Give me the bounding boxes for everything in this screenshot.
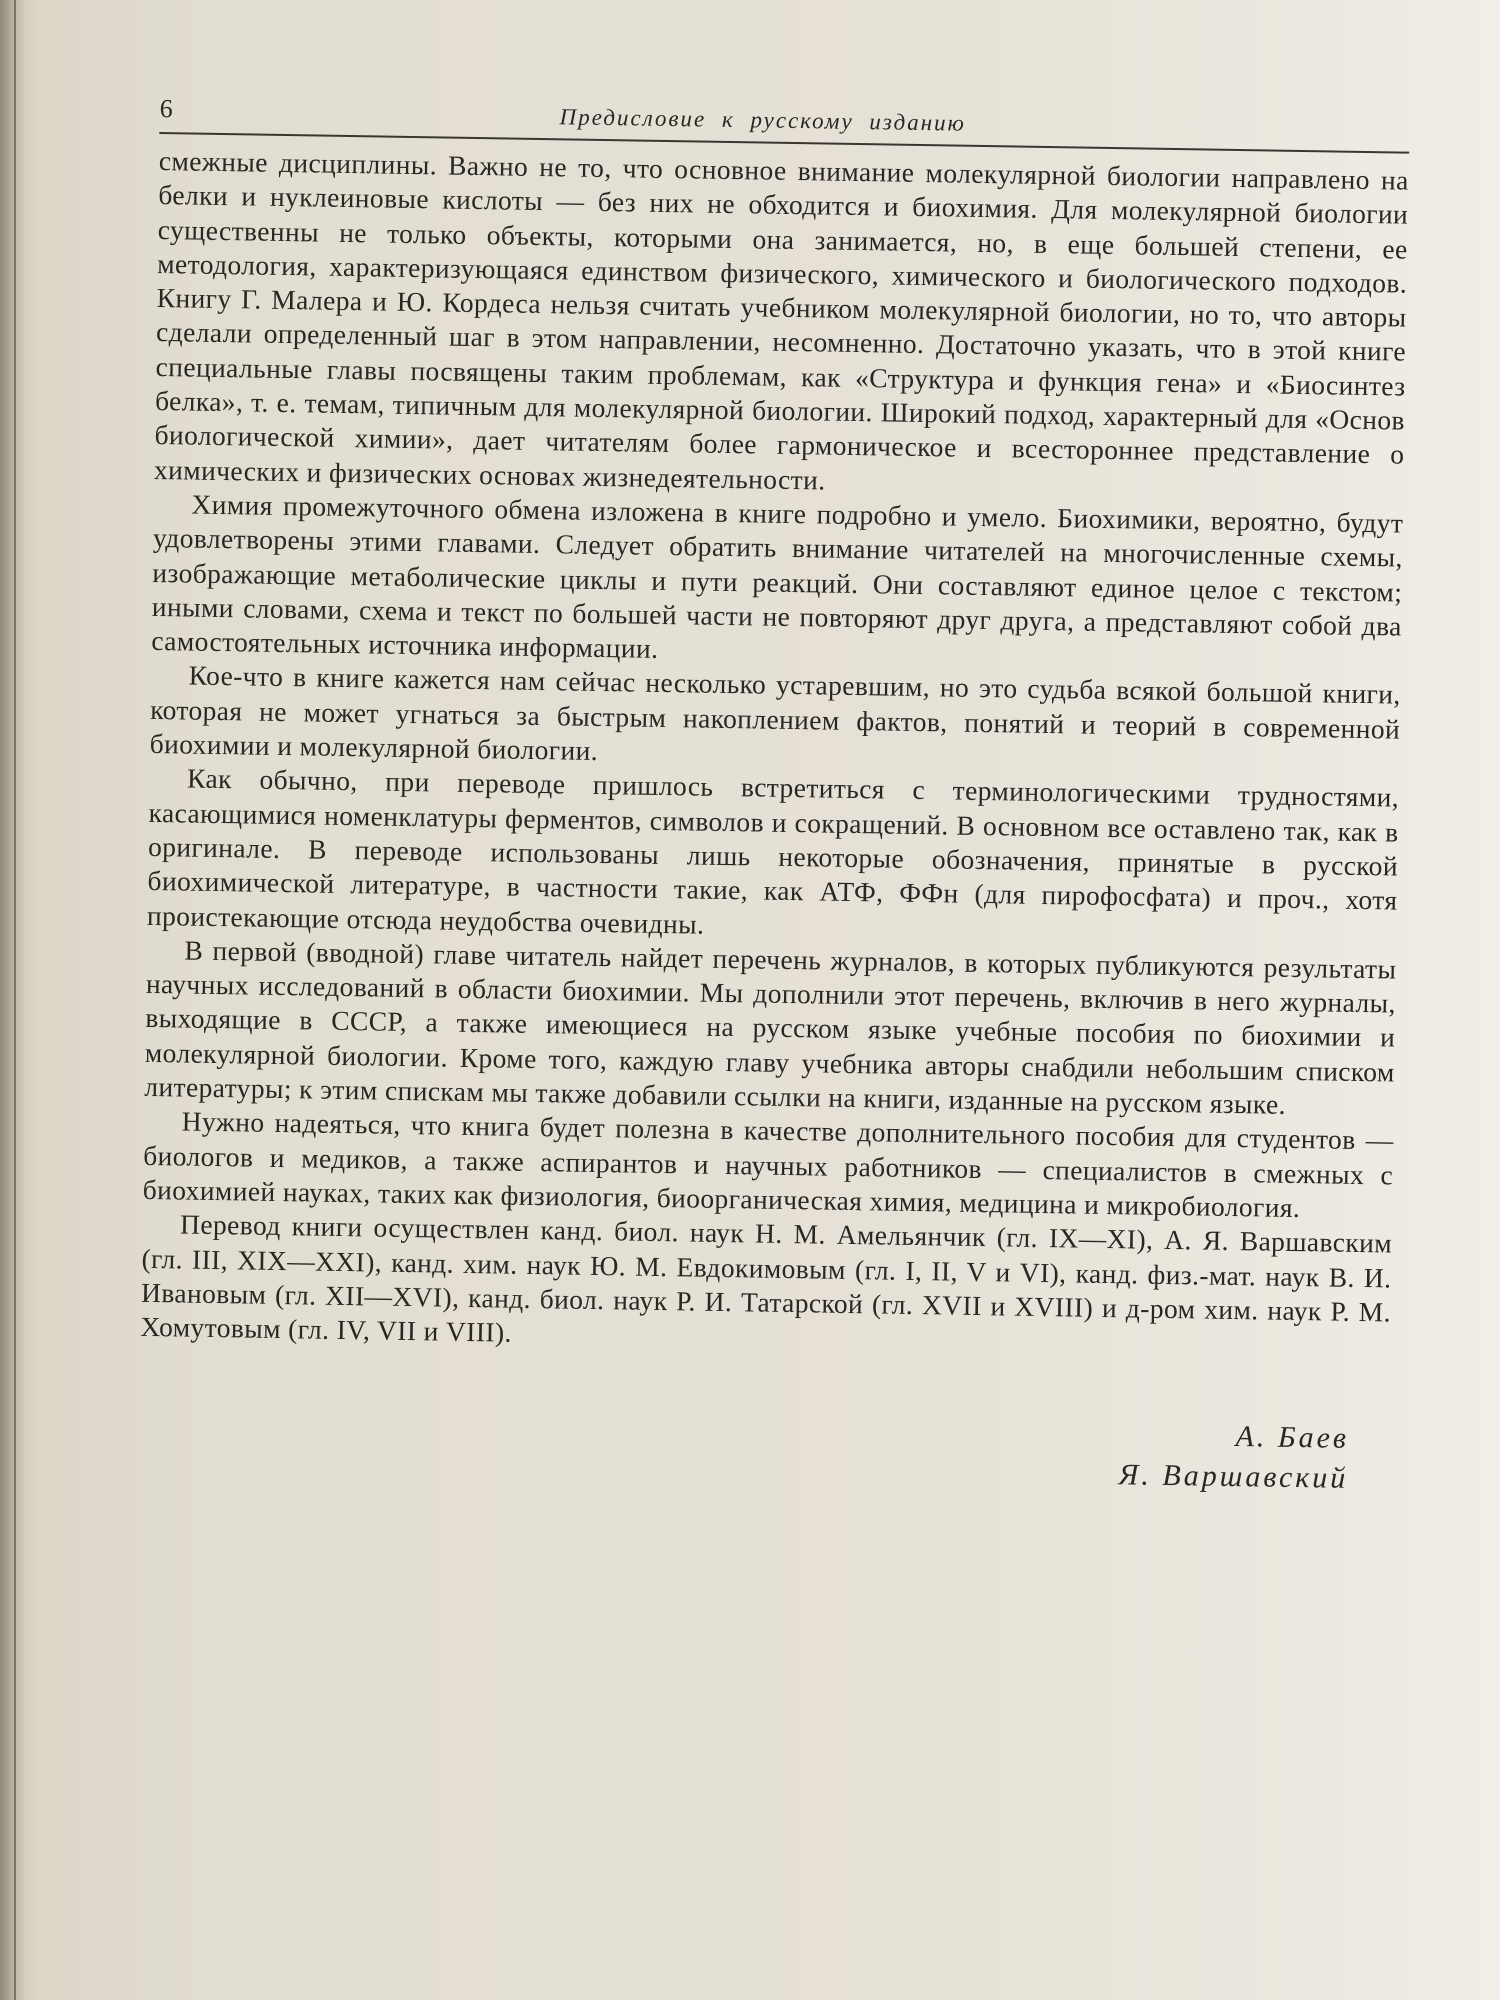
running-head <box>159 90 1410 154</box>
paragraph-6: Нужно надеяться, что книга будет полезна в качестве дополнительного пособия для студентов — биологов и медиков, а также аспирантов и научных работников — специалистов в смежных с биохимией науках, таких как физиология, биоорганическая химия, медицина и микробиология. <box>142 1105 1394 1223</box>
spine-shadow <box>0 0 26 2000</box>
signature-block <box>138 1400 1389 1500</box>
page-content <box>138 90 1410 1500</box>
paragraph-3: Кое-что в книге кажется нам сейчас несколько устаревшим, но это судьба всякой большой книги, которая не может угнаться за быстрым накоплением фактов, понятий и теорий в современной биохимии и молекулярной биологии. <box>149 659 1401 767</box>
signature-baev: А. Баев <box>1235 1420 1350 1456</box>
paragraph-7: Перевод книги осуществлен канд. биол. наук Н. М. Амельянчик (гл. IX—XI), А. Я. Варшавским (гл. III, XIX—XXI), канд. хим. наук Ю. М. Евдокимовым (гл. I, II, V и VI), канд. физ.-мат. наук В. И. Ивановым (гл. XII—XVI), канд. биол. наук Р. И. Татарской (гл. XVII и XVIII) и д-ром хим. наук Р. М. Хомутовым (гл. IV, VII и VIII). <box>140 1208 1393 1348</box>
paragraph-5: В первой (вводной) главе читатель найдет перечень журналов, в которых публикуются результаты научных исследований в области биохимии. Мы дополнили этот перечень, включив в него журналы, выходящие в СССР, а также имеющиеся на русском языке учебные пособия по биохимии и молекулярной биологии. Кроме того, каждую главу учебника авторы снабдили небольшим списком литературы; к этим спискам мы также добавили ссылки на книги, изданные на русском языке. <box>144 934 1397 1120</box>
signature-varshavsky: Я. Варшавский <box>1118 1458 1349 1496</box>
paragraph-2: Химия промежуточного обмена изложена в книге подробно и умело. Биохимики, вероятно, будут удовлетворены этими главами. Следует обратить внимание читателей на многочисленные схемы, изображающие метаболические циклы и пути реакций. Они составляют единое целое с текстом; иными словами, схема и текст по большей части не повторяют друг друга, а представляют собой два самостоятельных источника информации. <box>151 488 1404 665</box>
page-number: 6 <box>159 93 173 124</box>
spine-line <box>14 0 16 2000</box>
paragraph-4: Как обычно, при переводе пришлось встретиться с терминологическими трудностями, касающимися номенклатуры ферментов, символов и сокращений. В основном все оставлено так, как в оригинале. В переводе использованы лишь некоторые обозначения, принятые в русской биохимической литературе, в частности такие, как АТФ, ФФн (для пирофосфата) и проч., хотя проистекающие отсюда неудобства очевидны. <box>146 762 1400 940</box>
paragraph-1: смежные дисциплины. Важно не то, что основное внимание молекулярной биологии направлено на белки и нуклеиновые кислоты — без них не обходится и биохимия. Для молекулярной биологии существенны не только объекты, которыми она занимается, но, в еще большей степени, ее методология, характеризующаяся единством физического, химического и биологического подходов. Книгу Г. Малера и Ю. Кордеса нельзя считать учебником молекулярной биологии, но то, что авторы сделали определенный шаг в этом направлении, несомненно. Достаточно указать, что в этой книге специальные главы посвящены таким проблемам, как «Структура и функция гена» и «Биосинтез белка», т. е. темам, типичным для молекулярной биологии. Широкий подход, характерный для «Основ биологической химии», дает читателям более гармоническое и всестороннее представление о химических и физических основах жизнедеятельности. <box>153 144 1409 496</box>
body-text <box>140 144 1409 1364</box>
running-title: Предисловие к русскому изданию <box>559 104 967 136</box>
